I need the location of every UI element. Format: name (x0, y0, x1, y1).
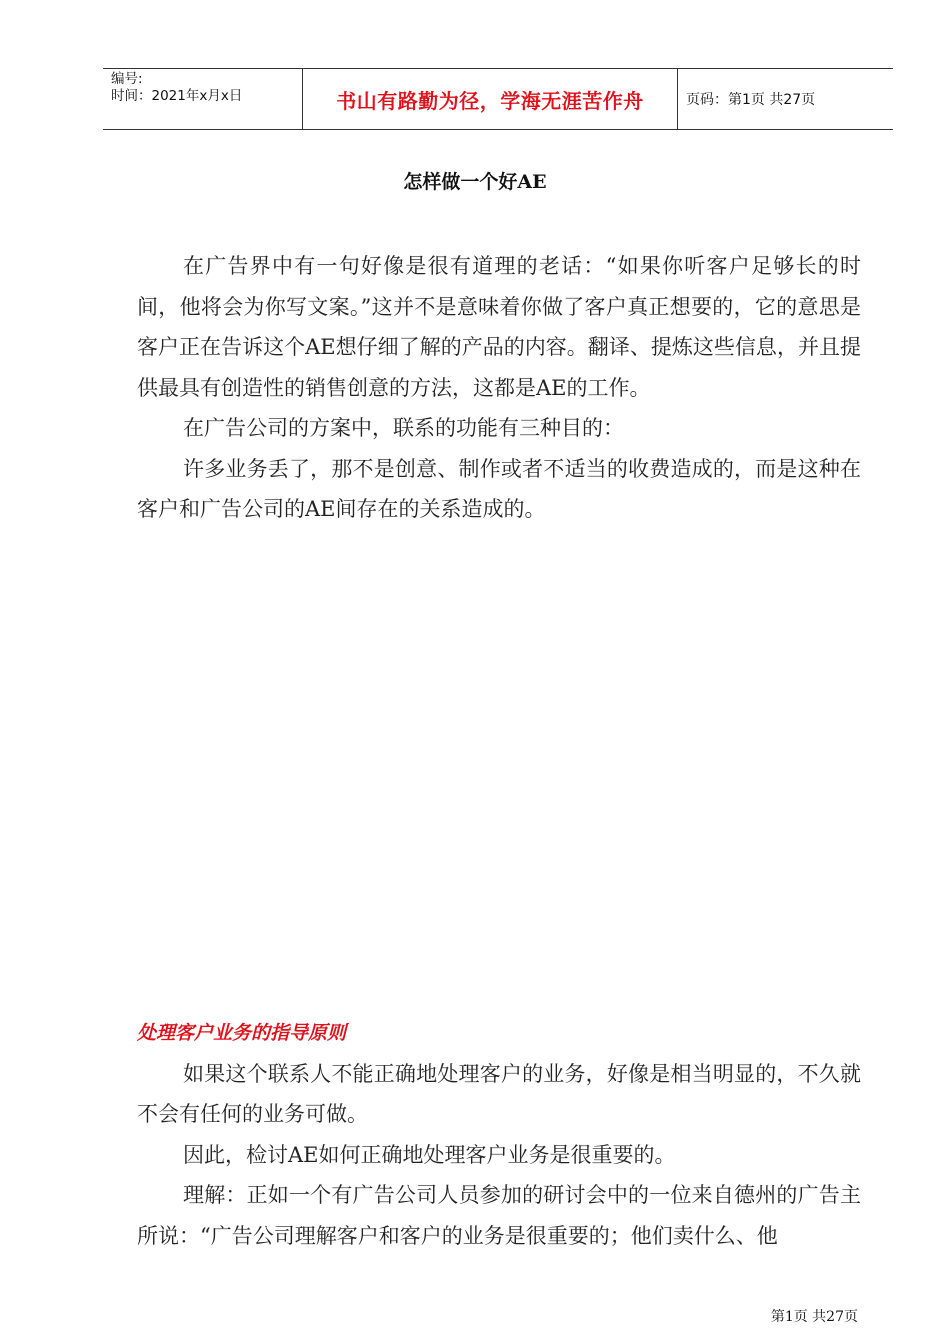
document-title: 怎样做一个好AE (403, 171, 547, 193)
header-meta (103, 69, 303, 129)
header-page-info: 页码：第1页 共27页 (686, 92, 816, 108)
paragraph: 理解：正如一个有广告公司人员参加的研讨会中的一位来自德州的广告主所说：“广告公司理解客户和客户的业务是很重要的；他们卖什么、他 (137, 1183, 861, 1248)
guidelines-section (137, 1013, 861, 1256)
document-number-label: 编号: (111, 71, 143, 87)
paragraph: 如果这个联系人不能正确地处理客户的业务，好像是相当明显的，不久就不会有任何的业务可做。 (137, 1061, 861, 1126)
paragraph (137, 408, 861, 449)
section-heading: 处理客户业务的指导原则 (137, 1022, 347, 1044)
header-motto: 书山有路勤为径，学海无涯苦作舟 (303, 69, 678, 129)
document-body (137, 246, 861, 530)
paragraph: 在广告界中有一句好像是很有道理的老话：“如果你听客户足够长的时间，他将会为你写文案。”这并不是意味着你做了客户真正想要的，它的意思是客户正在告诉这个AE想仔细了解的产品的内容。翻译、提炼这些信息，并且提供最具有创造性的销售创意的方法，这都是AE的工作。 (137, 254, 861, 400)
page-footer-number: 第1页 共27页 (770, 1309, 858, 1325)
paragraph: 因此，检讨AE如何正确地处理客户业务是很重要的。 (183, 1142, 676, 1167)
paragraph-lead: 在广告公司的方案中，联系的功能有三种目的： (183, 416, 624, 440)
paragraph: 许多业务丢了，那不是创意、制作或者不适当的收费造成的，而是这种在客户和广告公司的AE间存在的关系造成的。 (137, 456, 861, 521)
document-date: 时间：2021年x月x日 (111, 88, 243, 104)
page-header (103, 68, 893, 130)
